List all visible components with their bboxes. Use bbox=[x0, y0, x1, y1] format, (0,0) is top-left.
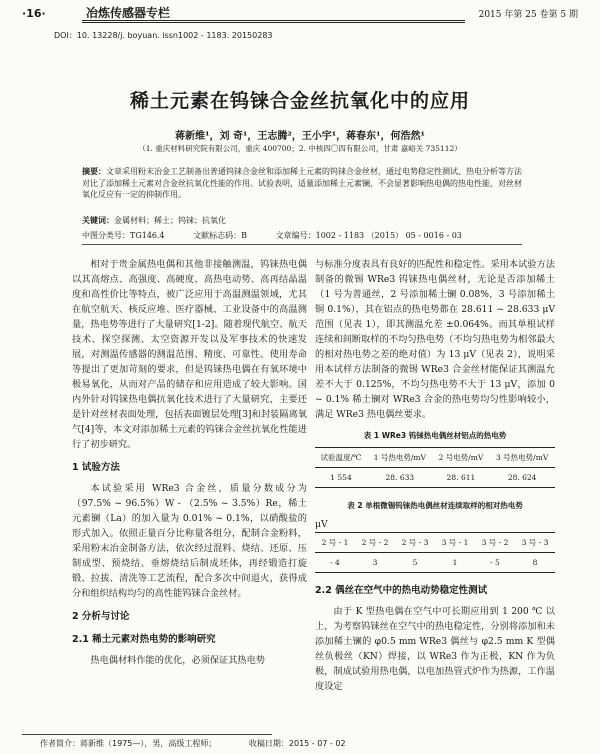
abstract bbox=[82, 166, 522, 201]
right-column bbox=[315, 257, 555, 694]
doi: DOI：10. 13228/j. boyuan. issn1002 - 1183. 20150283 bbox=[54, 31, 273, 40]
method-paragraph: 本试验采用 WRe3 合金丝，质量分数成分为（97.5% ~ 96.5%）W - （2.5% ~ 3.5%）Re，稀土元素镧（La）的加入量为 0.01% ~ 0.1%，以硝酸盐的形式加入。依照正量百分比称量各组分，配制合金粉料，采用粉末冶金制备方法，依次经过混料、烧结、还原、压制成型、预烧结、垂熔烧结后制成坯体，再经锻造打旋锻、拉拔、清洗等工艺流程，配合多次中间退火，获得成分和组织结构均匀的高性能钨铼合金丝材。 bbox=[72, 483, 307, 599]
abstract-label: 摘要： bbox=[82, 167, 106, 176]
table2-caption: 表 2 单根微锡钨铼热电偶丝材连续取样的相对热电势 bbox=[347, 501, 523, 510]
classification-row bbox=[82, 230, 522, 241]
journal-section-title: 冶炼传感器专栏 bbox=[86, 6, 171, 20]
keywords-label: 关键词： bbox=[82, 215, 114, 225]
left-column bbox=[72, 257, 307, 668]
table1-caption: 表 1 WRe3 钨铼热电偶丝材铝点的热电势 bbox=[363, 431, 507, 440]
table2-cell: - 5 bbox=[475, 553, 515, 573]
table1-header: 3 号热电势/mV bbox=[489, 448, 555, 468]
table2-cell: 5 bbox=[395, 553, 435, 573]
clc-number: 中图分类号：TG146.4 bbox=[82, 231, 165, 240]
table2 bbox=[315, 532, 555, 573]
table2-cell: 8 bbox=[515, 553, 555, 573]
issue-info: 2015 年第 25 卷第 5 期 bbox=[478, 10, 578, 20]
affiliation: （1. 重庆材料研究院有限公司，重庆 400700；2. 中核四〇四有限公司，甘肃 嘉峪关 735112） bbox=[138, 144, 462, 153]
header-rule bbox=[82, 20, 465, 21]
keywords bbox=[82, 215, 226, 226]
table2-header: 2 号 - 3 bbox=[395, 533, 435, 553]
table1-cell: 28. 633 bbox=[367, 468, 433, 488]
results-paragraph: 与标准分度表具有良好的匹配性和稳定性。采用本试验方法制备的微锡 WRe3 钨铼热电偶丝材，无论是否添加稀土（1 号为普通丝，2 号添加稀土镧 0.08%，3 号添加稀土铜 0.1%），其在铝点的热电势都在 28.611 ~ 28.633 μV 范围（见表 1），即其测温允差 ±0.064%。而其单根试样连续和间断取样的不均匀热电势（不均匀热电势为相邻最大的相对热电势之差的绝对值）为 13 μV（见表 2），说明采用本试样方法制备的微锡 WRe3 合金丝材能保证其测温允差不大于 0.125%，不均匀热电势不大于 13 μV，添加 0 ~ 0.1% 稀土镧对 WRe3 合金的热电势均匀性影响较小，满足 WRe3 热电偶丝要求。 bbox=[315, 259, 555, 420]
paper-title: 稀土元素在钨铼合金丝抗氧化中的应用 bbox=[129, 90, 470, 112]
subsection-heading-2-2: 2.2 偶丝在空气中的热电动势稳定性测试 bbox=[315, 585, 488, 596]
table1-header: 1 号热电势/mV bbox=[367, 448, 433, 468]
footnote-rule bbox=[22, 734, 272, 735]
table2-cell: - 4 bbox=[315, 553, 355, 573]
abstract-text: 文章采用粉末冶金工艺制备出普通钨铼合金丝和添加稀土元素的钨铼合金丝材，通过电势稳定性测试、热电分析等方法对比了添加稀土元素对合金丝抗氧化性能的作用。试验表明，适量添加稀土元素镧，不会显著影响热电偶的热电性能，对丝材氧化反应有一定的抑制作用。 bbox=[82, 167, 522, 199]
subsection-heading-2-1: 2.1 稀土元素对热电势的影响研究 bbox=[72, 634, 216, 645]
table2-cell: 1 bbox=[435, 553, 475, 573]
document-code: 文献标志码：B bbox=[193, 231, 248, 240]
abstract-separator bbox=[82, 244, 522, 245]
page-number: ·16· bbox=[22, 7, 46, 20]
table2-cell: 3 bbox=[355, 553, 395, 573]
author-bio: 作者简介：蒋新维（1975—），男，高级工程师； bbox=[40, 739, 217, 748]
table2-header: 3 号 - 3 bbox=[515, 533, 555, 553]
table1-header: 2 号电势/mV bbox=[433, 448, 490, 468]
table2-unit: μV bbox=[315, 519, 328, 530]
table1-cell: 1 554 bbox=[315, 468, 367, 488]
table1-header: 试验温度/℃ bbox=[315, 448, 367, 468]
footnote bbox=[40, 738, 376, 749]
table2-header: 2 号 - 1 bbox=[315, 533, 355, 553]
table1-cell: 28. 611 bbox=[433, 468, 490, 488]
table1-cell: 28. 624 bbox=[489, 468, 555, 488]
subsection-2-1-paragraph: 热电偶材料作能的优化，必须保证其热电势 bbox=[90, 655, 265, 666]
table2-header: 3 号 - 2 bbox=[475, 533, 515, 553]
article-number: 文章编号：1002 - 1183 （2015） 05 - 0016 - 03 bbox=[275, 231, 462, 240]
section-heading-2: 2 分析与讨论 bbox=[72, 611, 130, 622]
table2-header: 3 号 - 1 bbox=[435, 533, 475, 553]
intro-paragraph: 相对于贵金属热电偶和其他非接触测温，钨铼热电偶以其高熔点、高强度、高硬度、高热电动势、高再结晶温度和高性价比等特点，被广泛应用于高温测温领域，尤其在航空航天、核反应堆、医疗器械、工业设备中的高温测量，热电势等进行了大量研究[1-2]。随着现代航空、航天技术、探空探测、太空资源开发以及军事技术的快速发展，对测温传感器的测温范围、精度、可靠性、使用寿命等提出了更加苛刻的要求，但是钨铼热电偶在有氧环境中极易氧化，从而对产品的储存和应用造成了较大影响。国内外针对钨铼热电偶抗氧化技术进行了大量研究，主要还是针对丝材表面处理，包括表面镀层处理[3]和封装隔离氧气[4]等，本文对添加稀土元素的钨铼合金丝抗氧化性能进行了初步研究。 bbox=[72, 259, 307, 450]
table2-header: 2 号 - 2 bbox=[355, 533, 395, 553]
section-heading-1: 1 试验方法 bbox=[72, 462, 120, 473]
header-rule-2 bbox=[82, 22, 465, 23]
authors: 蒋新维¹，刘 奇¹，王志腾²，王小宇¹，蒋春东¹，何浩然¹ bbox=[175, 131, 425, 142]
subsection-2-2-paragraph: 由于 K 型热电偶在空气中可长期应用到 1 200 ℃ 以上，为考察钨铼丝在空气中的热电稳定性，分别将添加和未添加稀土镧的 φ0.5 mm WRe3 偶丝与 φ2.5 mm K 型偶丝负极丝（KN）焊接，以 WRe3 作为正极，KN 作为负极，制成试验用热电偶，以电加热管式炉作为热源，工作温度设定 bbox=[315, 606, 555, 692]
table1 bbox=[315, 447, 555, 488]
keywords-text: 金属材料；稀土；钨铼；抗氧化 bbox=[114, 216, 226, 225]
received-date: 收稿日期：2015 - 07 - 02 bbox=[248, 739, 346, 748]
